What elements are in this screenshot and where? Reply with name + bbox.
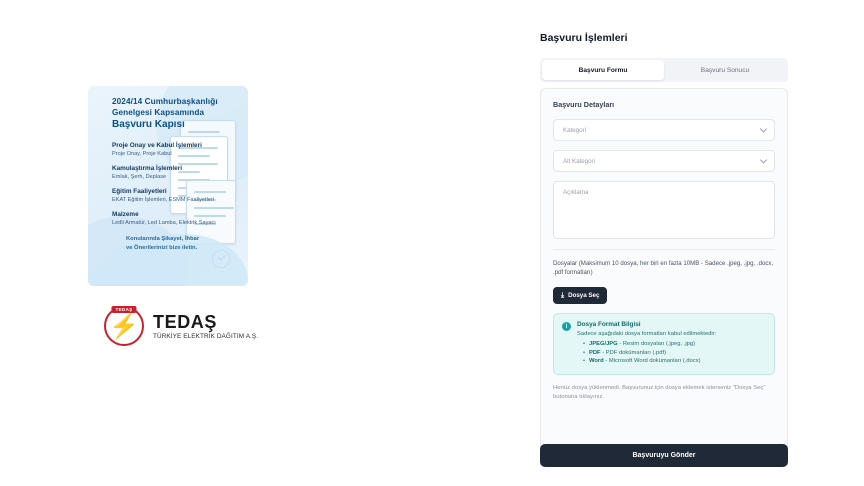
- promo-title-line1: 2024/14 Cumhurbaşkanlığı: [112, 97, 218, 106]
- promo-section-body: Proje Onay, Proje Kabul: [112, 151, 172, 157]
- promo-section-body: Ledli Armatür, Led Lamba, Elektrik Sayacı: [112, 220, 216, 226]
- tedas-logo-name: TEDAŞ: [153, 312, 218, 332]
- tedas-logo-text: [153, 312, 258, 340]
- file-format-info-content: [577, 321, 716, 366]
- tedas-logo: [104, 306, 258, 346]
- promo-title-line3: Başvuru Kapısı: [112, 119, 185, 130]
- file-format-item-label: Word: [589, 358, 604, 364]
- tab-basvuru-sonucu[interactable]: Başvuru Sonucu: [700, 66, 750, 74]
- promo-footer: [126, 235, 282, 252]
- tab-basvuru-formu[interactable]: Başvuru Formu: [542, 60, 664, 80]
- submit-application-button[interactable]: Başvuruyu Gönder: [540, 444, 788, 467]
- file-format-info-box: [553, 313, 775, 375]
- tab-bar: [540, 58, 788, 82]
- subcategory-select-value: Alt Kategori: [563, 157, 595, 165]
- application-panel: [520, 0, 864, 486]
- promo-section: [112, 211, 282, 227]
- file-format-item: [583, 340, 716, 349]
- file-format-list: [583, 340, 716, 366]
- promo-title-line2: Genelgesi Kapsamında: [112, 108, 205, 117]
- chevron-down-icon: [760, 156, 767, 163]
- promo-text: [112, 96, 282, 252]
- subcategory-select[interactable]: [553, 150, 775, 172]
- file-format-info-title: Dosya Format Bilgisi: [577, 321, 641, 328]
- application-form-card: [540, 88, 788, 456]
- promo-section-body: EKAT Eğitim İşlemleri, ESMM Faaliyetleri: [112, 197, 215, 203]
- upload-status-note: Henüz dosya yüklenmedi. Başvurunuz için dosya eklemek isterseniz "Dosya Seç" butonuna tıklayınız.: [553, 384, 766, 400]
- tedas-logo-subtitle: TÜRKİYE ELEKTRİK DAĞITIM A.Ş.: [153, 333, 259, 340]
- file-format-item-desc: - Resim dosyaları (.jpeg, .jpg): [617, 341, 696, 347]
- promo-footer-line2: ve Önerilerinizi bize iletin.: [126, 244, 198, 251]
- promo-section-body: Emlak, Şerh, Deplase: [112, 174, 167, 180]
- tedas-logo-badge: TEDAŞ: [111, 306, 136, 313]
- promo-section: [112, 188, 282, 204]
- category-select[interactable]: [553, 119, 775, 141]
- info-icon: i: [562, 322, 571, 331]
- promo-section-heading: Kamulaştırma İşlemleri: [112, 165, 182, 172]
- tedas-logo-mark: [104, 306, 144, 346]
- file-format-item: [583, 349, 716, 358]
- select-file-button-label: Dosya Seç: [568, 292, 600, 299]
- form-divider: [553, 249, 775, 250]
- promo-section-heading: Eğitim Faaliyetleri: [112, 188, 167, 195]
- promo-footer-line1: Konularında Şikayet, İhbar: [126, 236, 200, 242]
- upload-icon: ⤓: [561, 292, 565, 299]
- promo-section-heading: Malzeme: [112, 211, 139, 218]
- files-label: Dosyalar (Maksimum 10 dosya, her biri en fazla 10MB - Sadece .jpeg, .jpg, .docx, .pdf formatları): [553, 260, 774, 276]
- promo-section-heading: Proje Onay ve Kabul İşlemleri: [112, 142, 202, 149]
- lightning-bolt-icon: ⚡: [109, 313, 139, 340]
- description-textarea[interactable]: Açıklama: [553, 181, 775, 239]
- file-format-item-label: JPEG/JPG: [589, 341, 618, 347]
- promo-section: [112, 142, 282, 158]
- file-format-item-desc: - PDF dokümanları (.pdf): [600, 349, 667, 356]
- chevron-down-icon: [760, 125, 767, 132]
- file-format-item-label: PDF: [589, 349, 601, 356]
- file-format-item: [583, 357, 716, 366]
- promo-sections: [112, 142, 282, 227]
- page-title: Başvuru İşlemleri: [540, 32, 628, 44]
- file-format-info-subtitle: Sadece aşağıdaki dosya formatları kabul edilmektedir:: [577, 331, 717, 337]
- file-format-item-desc: - Microsoft Word dokümanları (.docx): [603, 358, 701, 364]
- category-select-value: Kategori: [563, 126, 587, 134]
- form-section-title: Başvuru Detayları: [553, 100, 615, 109]
- promo-section: [112, 165, 282, 181]
- select-file-button[interactable]: [553, 287, 607, 304]
